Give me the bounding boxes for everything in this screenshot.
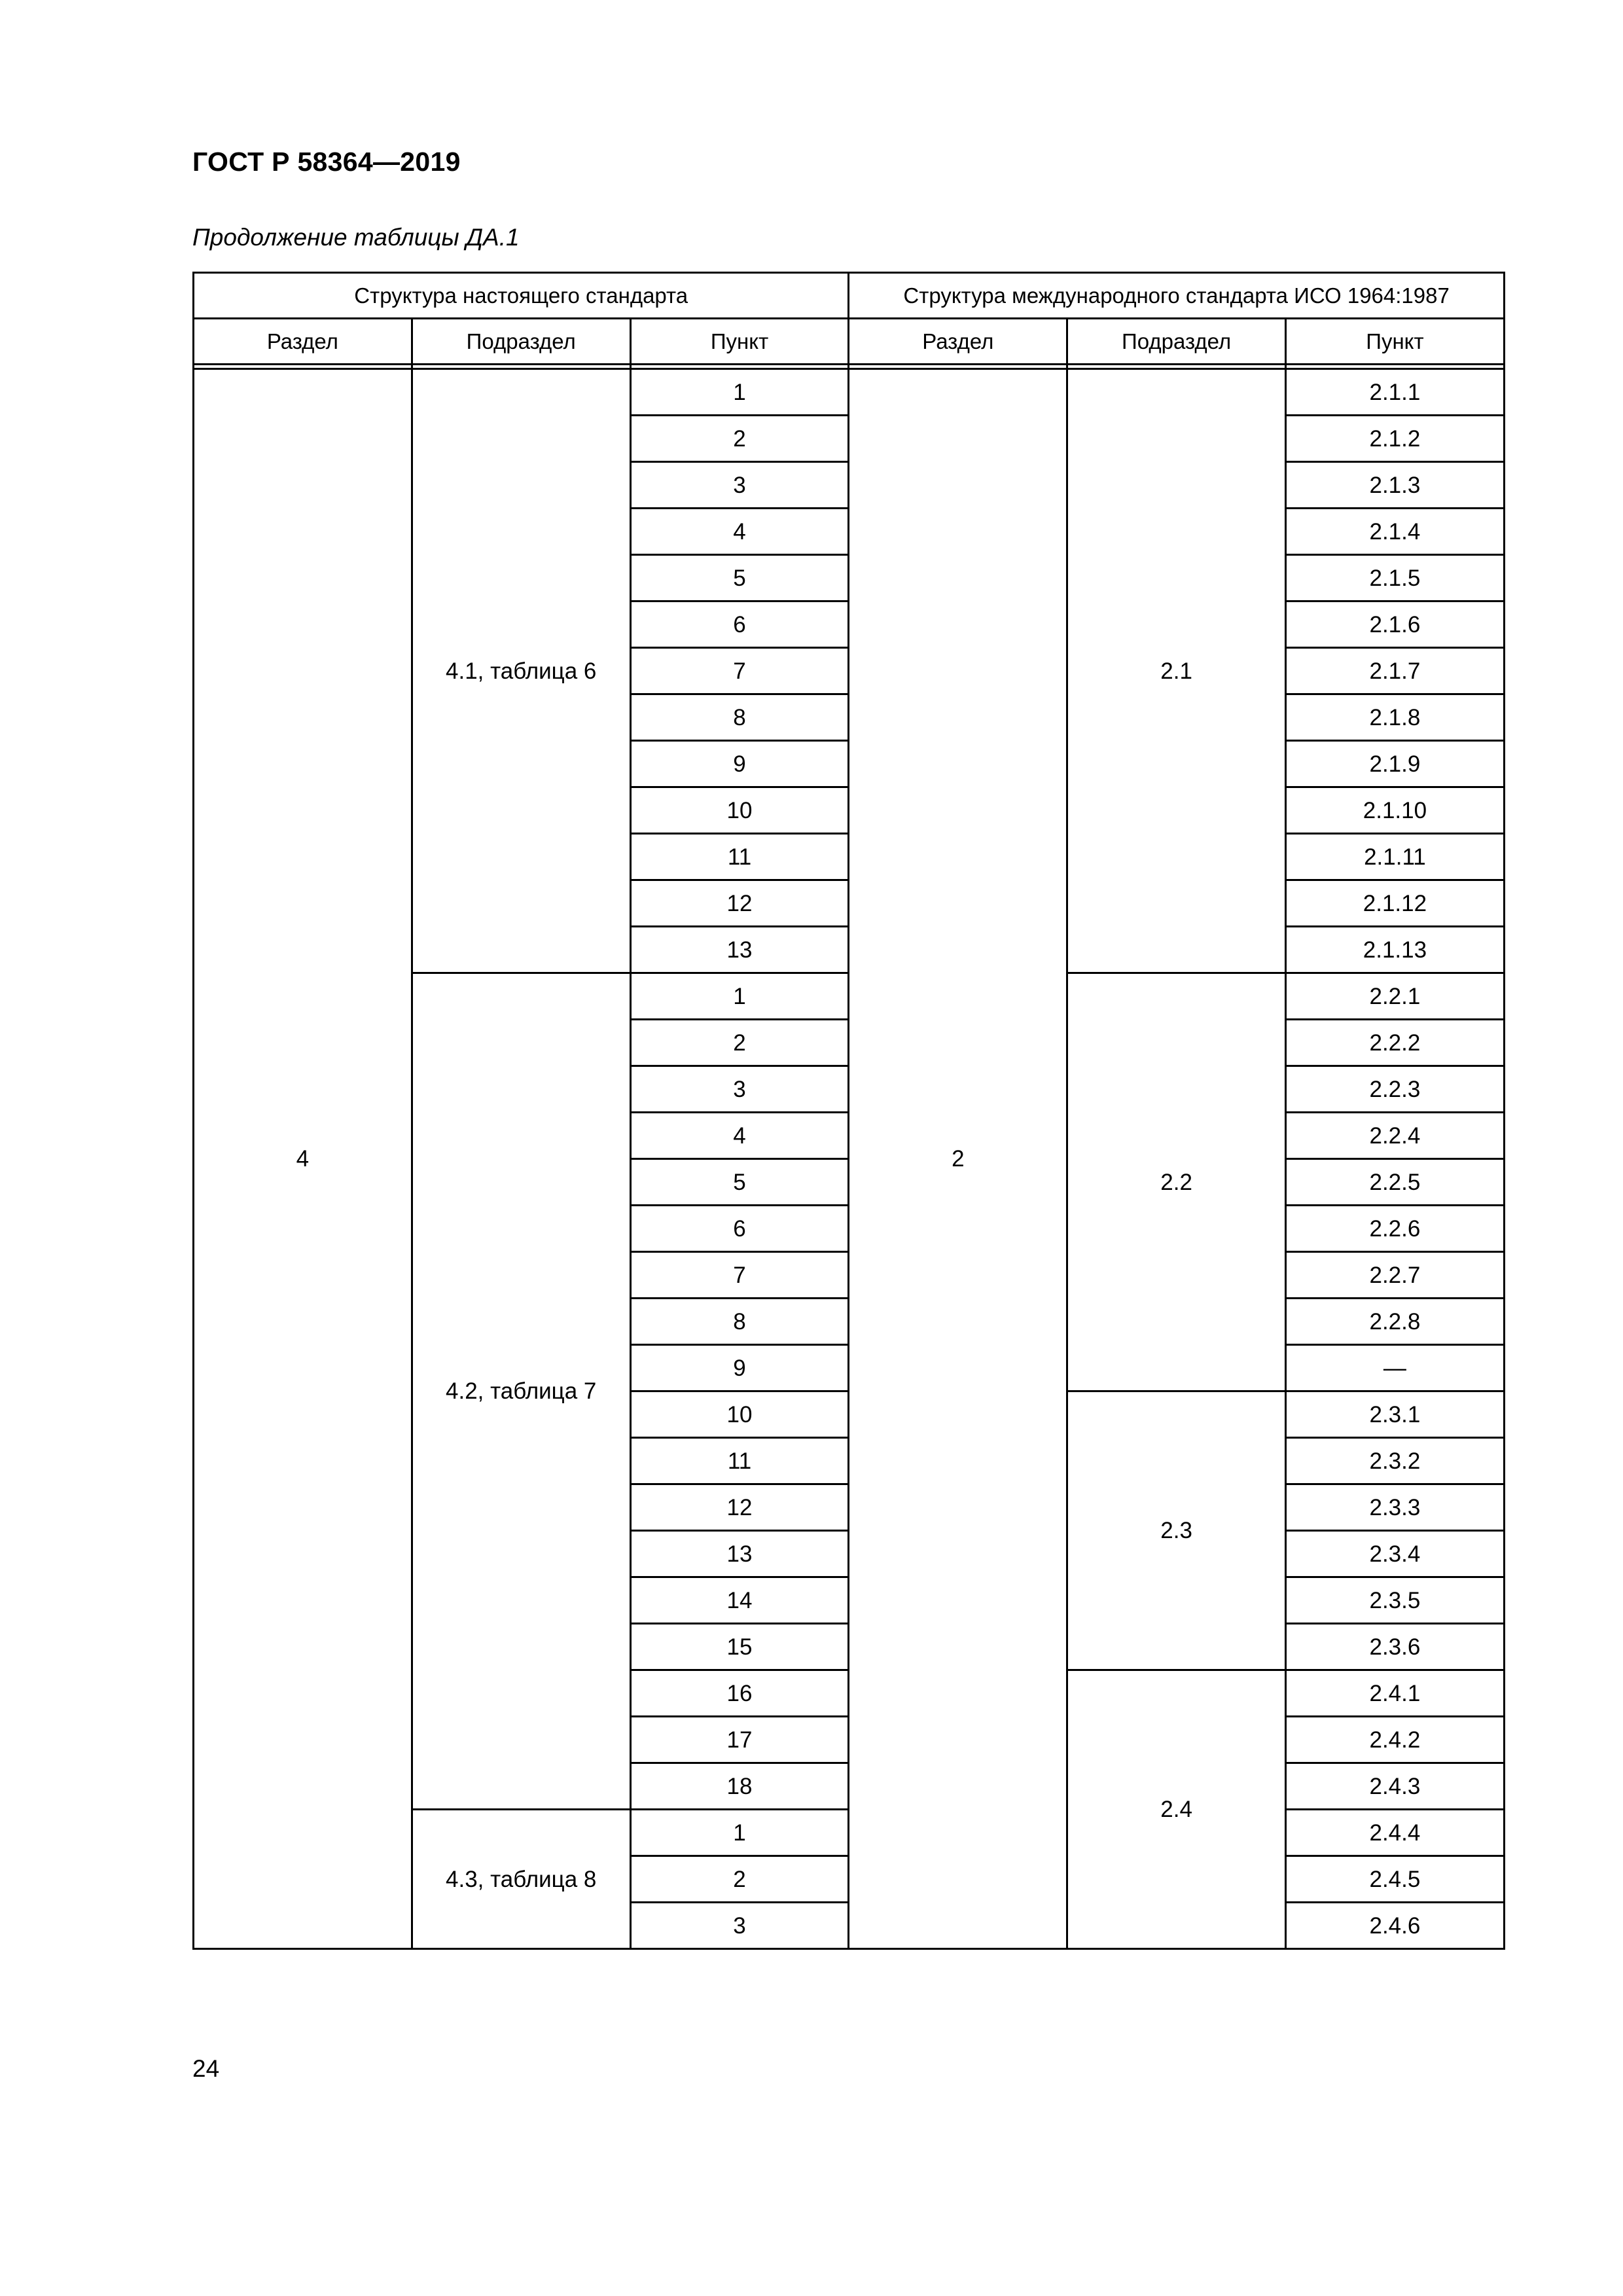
column-header: Пункт xyxy=(1286,319,1505,365)
item-cell-national: 7 xyxy=(630,1252,849,1299)
item-cell-international: 2.1.4 xyxy=(1286,509,1505,555)
page-number: 24 xyxy=(192,2055,220,2082)
item-cell-international: 2.1.5 xyxy=(1286,555,1505,601)
item-cell-international: 2.1.7 xyxy=(1286,648,1505,694)
item-cell-national: 13 xyxy=(630,1531,849,1577)
item-cell-international: 2.4.5 xyxy=(1286,1856,1505,1903)
item-cell-international: 2.1.1 xyxy=(1286,369,1505,416)
item-cell-national: 12 xyxy=(630,880,849,927)
item-cell-international: 2.1.10 xyxy=(1286,787,1505,834)
item-cell-national: 7 xyxy=(630,648,849,694)
item-cell-national: 3 xyxy=(630,462,849,509)
item-cell-national: 1 xyxy=(630,1810,849,1856)
item-cell-national: 9 xyxy=(630,741,849,787)
item-cell-national: 5 xyxy=(630,1159,849,1206)
structure-comparison-table xyxy=(192,272,1505,1950)
item-cell-national: 9 xyxy=(630,1345,849,1391)
item-cell-international: 2.2.5 xyxy=(1286,1159,1505,1206)
item-cell-international: 2.4.2 xyxy=(1286,1717,1505,1763)
column-header: Раздел xyxy=(849,319,1067,365)
item-cell-international: 2.3.1 xyxy=(1286,1391,1505,1438)
subsection-cell-national: 4.1, таблица 6 xyxy=(412,369,630,973)
item-cell-national: 2 xyxy=(630,1856,849,1903)
item-cell-international: 2.1.3 xyxy=(1286,462,1505,509)
item-cell-national: 11 xyxy=(630,1438,849,1484)
item-cell-national: 8 xyxy=(630,694,849,741)
column-header: Подраздел xyxy=(1067,319,1286,365)
item-cell-international: 2.4.6 xyxy=(1286,1903,1505,1949)
item-cell-international: 2.1.2 xyxy=(1286,416,1505,462)
item-cell-national: 2 xyxy=(630,416,849,462)
item-cell-national: 11 xyxy=(630,834,849,880)
item-cell-national: 4 xyxy=(630,1113,849,1159)
group-header-international: Структура международного стандарта ИСО 1964:1987 xyxy=(849,273,1504,319)
item-cell-international: — xyxy=(1286,1345,1505,1391)
item-cell-international: 2.2.1 xyxy=(1286,973,1505,1020)
item-cell-national: 10 xyxy=(630,787,849,834)
item-cell-national: 18 xyxy=(630,1763,849,1810)
item-cell-national: 17 xyxy=(630,1717,849,1763)
item-cell-national: 14 xyxy=(630,1577,849,1624)
item-cell-national: 8 xyxy=(630,1299,849,1345)
item-cell-international: 2.3.6 xyxy=(1286,1624,1505,1670)
item-cell-national: 1 xyxy=(630,369,849,416)
column-header: Раздел xyxy=(194,319,412,365)
item-cell-national: 5 xyxy=(630,555,849,601)
table-caption: Продолжение таблицы ДА.1 xyxy=(192,224,520,251)
subsection-cell-national: 4.3, таблица 8 xyxy=(412,1810,630,1949)
subsection-cell-international: 2.2 xyxy=(1067,973,1286,1391)
item-cell-international: 2.2.8 xyxy=(1286,1299,1505,1345)
item-cell-national: 15 xyxy=(630,1624,849,1670)
item-cell-international: 2.1.8 xyxy=(1286,694,1505,741)
item-cell-international: 2.2.4 xyxy=(1286,1113,1505,1159)
table-row xyxy=(194,369,1505,416)
item-cell-international: 2.1.13 xyxy=(1286,927,1505,973)
item-cell-international: 2.2.2 xyxy=(1286,1020,1505,1066)
item-cell-international: 2.1.9 xyxy=(1286,741,1505,787)
item-cell-national: 4 xyxy=(630,509,849,555)
item-cell-international: 2.3.5 xyxy=(1286,1577,1505,1624)
item-cell-international: 2.4.1 xyxy=(1286,1670,1505,1717)
item-cell-international: 2.2.6 xyxy=(1286,1206,1505,1252)
item-cell-international: 2.3.4 xyxy=(1286,1531,1505,1577)
item-cell-international: 2.3.3 xyxy=(1286,1484,1505,1531)
group-header-national: Структура настоящего стандарта xyxy=(194,273,849,319)
item-cell-national: 6 xyxy=(630,601,849,648)
item-cell-international: 2.2.3 xyxy=(1286,1066,1505,1113)
column-header: Подраздел xyxy=(412,319,630,365)
item-cell-international: 2.1.6 xyxy=(1286,601,1505,648)
item-cell-international: 2.4.4 xyxy=(1286,1810,1505,1856)
item-cell-national: 3 xyxy=(630,1903,849,1949)
item-cell-national: 3 xyxy=(630,1066,849,1113)
item-cell-international: 2.1.11 xyxy=(1286,834,1505,880)
item-cell-international: 2.2.7 xyxy=(1286,1252,1505,1299)
item-cell-national: 2 xyxy=(630,1020,849,1066)
document-code: ГОСТ Р 58364—2019 xyxy=(192,147,461,177)
item-cell-international: 2.1.12 xyxy=(1286,880,1505,927)
item-cell-national: 16 xyxy=(630,1670,849,1717)
section-cell-national: 4 xyxy=(194,369,412,1949)
subsection-cell-international: 2.3 xyxy=(1067,1391,1286,1670)
subsection-cell-international: 2.1 xyxy=(1067,369,1286,973)
item-cell-national: 6 xyxy=(630,1206,849,1252)
column-header: Пункт xyxy=(630,319,849,365)
subsection-cell-international: 2.4 xyxy=(1067,1670,1286,1949)
subsection-cell-national: 4.2, таблица 7 xyxy=(412,973,630,1810)
item-cell-national: 12 xyxy=(630,1484,849,1531)
item-cell-international: 2.4.3 xyxy=(1286,1763,1505,1810)
section-cell-international: 2 xyxy=(849,369,1067,1949)
item-cell-national: 10 xyxy=(630,1391,849,1438)
item-cell-international: 2.3.2 xyxy=(1286,1438,1505,1484)
item-cell-national: 1 xyxy=(630,973,849,1020)
item-cell-national: 13 xyxy=(630,927,849,973)
